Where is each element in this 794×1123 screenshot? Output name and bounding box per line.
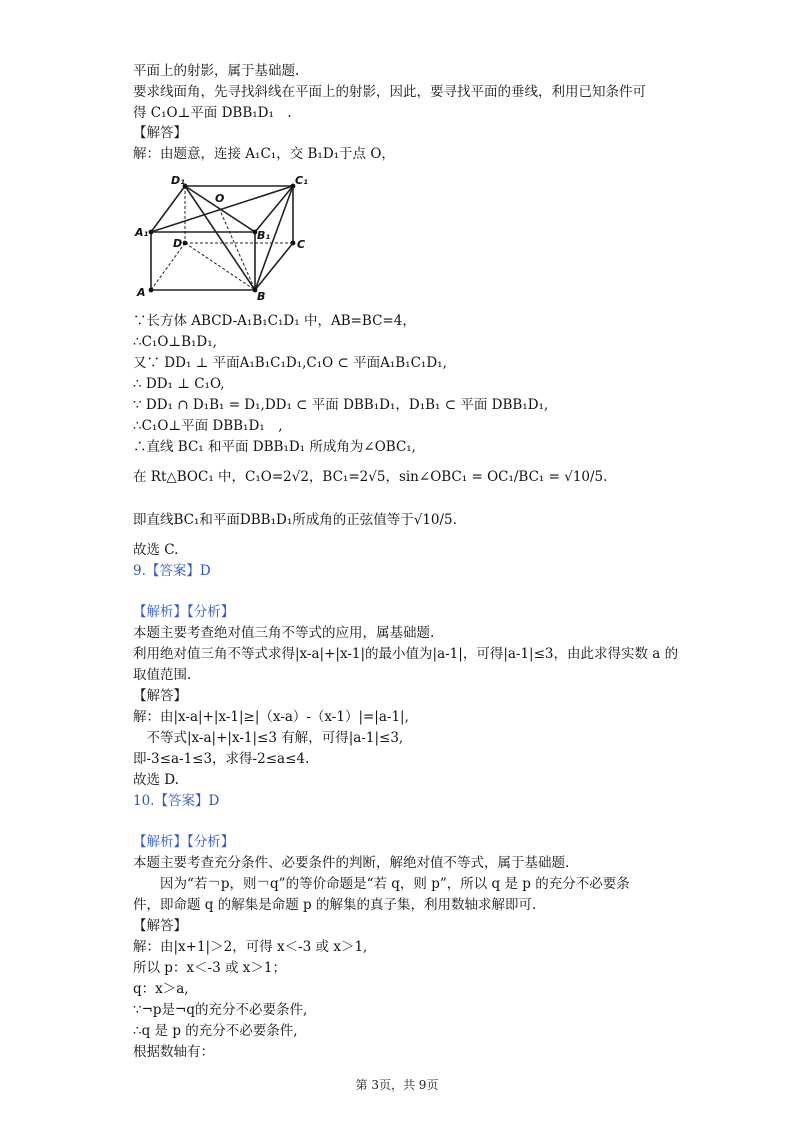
text-line: 解：由|x+1|＞2，可得 x＜-3 或 x＞1, (133, 939, 368, 955)
text-line: ∴C₁O⊥平面 DBB₁D₁ , (133, 418, 283, 434)
label-c: C (297, 238, 306, 251)
text-line: 9.【答案】D (133, 563, 211, 579)
hidden-da (151, 243, 185, 290)
text-line: 即-3≤a-1≤3，求得-2≤a≤4. (133, 751, 310, 767)
text-line: ∵长方体 ABCD-A₁B₁C₁D₁ 中，AB=BC=4， (133, 313, 416, 329)
text-line: 解：由|x-a|+|x-1|≥|（x-a）-（x-1）|=|a-1|, (133, 709, 409, 725)
text-line: 【解答】 (133, 125, 187, 141)
text-line: 即直线BC₁和平面DBB₁D₁所成角的正弦值等于√10/5. (133, 512, 457, 528)
text-line: 因为“若￢p，则￢q”的等价命题是“若 q，则 p”，所以 q 是 p 的充分不必要条 (133, 876, 630, 892)
text-line: ∵¬p是¬q的充分不必要条件, (133, 1002, 308, 1018)
text-line: 要求线面角，先寻找斜线在平面上的射影，因此，要寻找平面的垂线，利用已知条件可 (133, 84, 646, 100)
edge-d1a1 (151, 186, 185, 232)
text-line: ∴直线 BC₁ 和平面 DBB₁D₁ 所成角为∠OBC₁, (133, 439, 416, 455)
text-line: 取值范围. (133, 667, 192, 683)
text-line: 在 Rt△BOC₁ 中，C₁O=2√2，BC₁=2√5，sin∠OBC₁ = OC₁/BC₁ = √10/5. (133, 469, 608, 485)
text-line: ∴C₁O⊥B₁D₁, (133, 334, 217, 350)
label-o: O (215, 192, 225, 205)
page-footer: 第 3页，共 9页 (355, 1078, 439, 1092)
label-c1: C₁ (295, 174, 308, 187)
text-line: 件，即命题 q 的解集是命题 p 的解集的真子集，利用数轴求解即可. (133, 897, 537, 913)
label-b1: B₁ (257, 229, 271, 242)
edge-bc (255, 243, 293, 290)
text-line: 本题主要考查绝对值三角不等式的应用，属基础题. (133, 625, 435, 641)
text-line: 10.【答案】D (133, 793, 220, 809)
text-line: ∵ DD₁ ∩ D₁B₁ = D₁,DD₁ ⊂ 平面 DBB₁D₁，D₁B₁ ⊂ 平面 DBB₁D₁, (133, 397, 549, 413)
text-line: 根据数轴有： (133, 1044, 214, 1060)
text-line: 平面上的射影，属于基础题. (133, 63, 300, 79)
text-line: 所以 p：x＜-3 或 x＞1； (133, 960, 286, 976)
text-line: 【解答】 (133, 918, 187, 934)
text-line: 【解析】【分析】 (133, 604, 235, 620)
text-line: q：x＞a, (133, 981, 189, 997)
text-line: 本题主要考查充分条件、必要条件的判断，解绝对值不等式，属于基础题. (133, 855, 570, 871)
label-b: B (257, 290, 266, 303)
text-line: 得 C₁O⊥平面 DBB₁D₁ . (133, 105, 292, 121)
text-line: 故选 D. (133, 772, 179, 788)
label-d: D (173, 237, 183, 250)
text-line: 【解答】 (133, 688, 187, 704)
label-d1: D₁ (171, 174, 185, 187)
text-line: 解：由题意，连接 A₁C₁，交 B₁D₁于点 O， (133, 146, 395, 162)
label-a: A (137, 286, 146, 299)
text-line: ∴ DD₁ ⊥ C₁O, (133, 376, 225, 392)
text-line: 故选 C. (133, 542, 179, 558)
text-line: 【解析】【分析】 (133, 834, 235, 850)
text-line: ∴q 是 p 的充分不必要条件, (133, 1023, 298, 1039)
text-line: 不等式|x-a|+|x-1|≤3 有解，可得|a-1|≤3, (133, 730, 404, 746)
text-line: 又∵ DD₁ ⊥ 平面A₁B₁C₁D₁,C₁O ⊂ 平面A₁B₁C₁D₁, (133, 355, 447, 371)
label-a1: A₁ (135, 226, 149, 239)
hidden-db (185, 243, 255, 290)
cuboid-figure (133, 168, 313, 304)
text-line: 利用绝对值三角不等式求得|x-a|+|x-1|的最小值为|a-1|，可得|a-1|≤3，由此求得实数 a 的 (133, 646, 679, 662)
